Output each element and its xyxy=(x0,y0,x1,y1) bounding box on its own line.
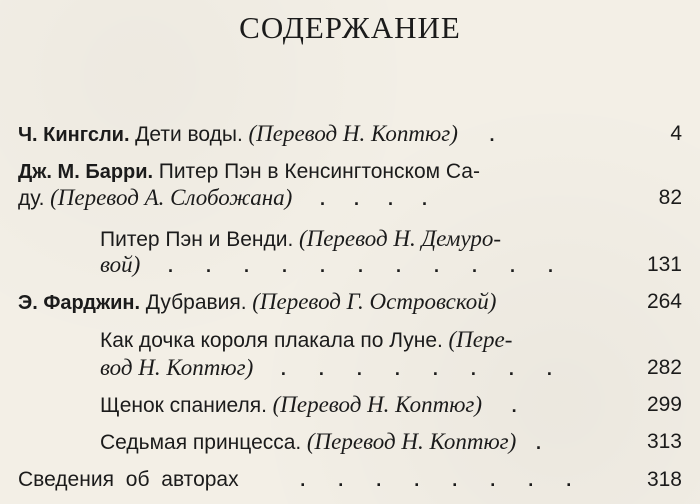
entry-leader-dots: . . . . . . . . xyxy=(280,359,566,379)
entry-page-number: 318 xyxy=(646,468,682,491)
entry-page-number: 82 xyxy=(658,186,682,209)
entry-translator: (Перевод А. Слобожана) xyxy=(50,185,293,210)
entry-page-number: 4 xyxy=(670,122,682,145)
entry-leader-dots: . . . . xyxy=(319,189,439,209)
entry-leader-dots: . xyxy=(489,125,495,145)
entry-title: Как дочка короля плакала по Луне. xyxy=(100,329,443,352)
entry-title: Дубравия. xyxy=(145,291,247,314)
entry-translator-cont: вой) xyxy=(100,252,141,277)
toc-entry-farjeon-moon-cont xyxy=(100,356,566,380)
entry-translator-cont: вод Н. Коптюг) xyxy=(100,355,254,380)
entry-author: Э. Фарджин. xyxy=(18,292,141,314)
entry-title-cont: ду. xyxy=(18,187,45,210)
entry-translator: (Перевод Н. Коптюг) xyxy=(248,121,458,146)
entry-title: Дети воды. xyxy=(135,123,243,146)
toc-entry-authors-info xyxy=(18,468,585,491)
entry-title: Питер Пэн в Кенсингтонском Са- xyxy=(158,160,480,183)
toc-entry-farjeon-puppy xyxy=(100,393,517,417)
entry-author: Ч. Кингсли. xyxy=(18,124,130,146)
entry-leader-dots: . . . . . . . . xyxy=(300,470,586,490)
page-title: СОДЕРЖАНИЕ xyxy=(239,10,461,45)
entry-title: Седьмая принцесса. xyxy=(100,431,302,454)
toc-entry-barrie-kensington xyxy=(18,160,480,183)
entry-leader-dots: . xyxy=(535,433,541,453)
entry-translator: (Перевод Н. Коптюг) xyxy=(272,392,483,417)
toc-entry-farjeon-dubravia xyxy=(18,290,496,314)
toc-entry-kingsley xyxy=(18,122,495,146)
entry-page-number: 313 xyxy=(646,430,682,453)
entry-title: Щенок спаниеля. xyxy=(100,394,267,417)
entry-page-number: 264 xyxy=(646,290,682,313)
entry-translator: (Пере- xyxy=(448,327,513,352)
entry-leader-dots: . xyxy=(511,396,517,416)
entry-translator: (Перевод Г. Островской) xyxy=(252,289,497,314)
entry-title: Сведения об авторах xyxy=(18,468,239,491)
entry-leader-dots: . . . . . . . . . . . xyxy=(167,256,567,276)
entry-page-number: 282 xyxy=(646,356,682,379)
entry-translator: (Перевод Н. Коптюг) xyxy=(306,429,517,454)
toc-entry-barrie-wendy-cont xyxy=(100,253,567,277)
toc-entry-farjeon-princess xyxy=(100,430,541,454)
entry-title: Питер Пэн и Венди. xyxy=(100,228,294,251)
entry-author: Дж. М. Барри. xyxy=(18,161,154,183)
toc-entry-barrie-wendy xyxy=(100,227,501,251)
toc-entry-farjeon-moon xyxy=(100,328,512,352)
entry-page-number: 299 xyxy=(646,393,682,416)
toc-entry-barrie-kensington-cont xyxy=(18,186,439,210)
entry-page-number: 131 xyxy=(646,253,682,276)
entry-translator: (Перевод Н. Демуро- xyxy=(298,226,502,251)
